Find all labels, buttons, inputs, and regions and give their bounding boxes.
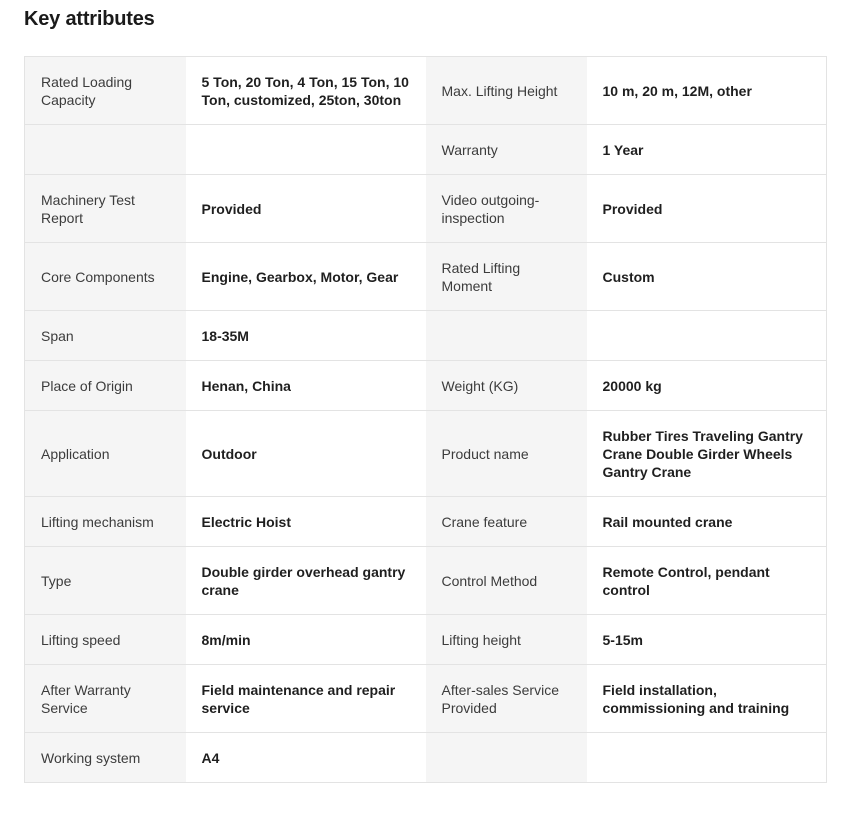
- attribute-value: Electric Hoist: [186, 497, 426, 547]
- attribute-label: [426, 733, 587, 783]
- attribute-value: A4: [186, 733, 426, 783]
- attribute-value: 10 m, 20 m, 12M, other: [587, 57, 827, 125]
- attribute-row: [25, 497, 827, 547]
- attribute-label: Rated Lifting Moment: [426, 243, 587, 311]
- attribute-value: Remote Control, pendant control: [587, 547, 827, 615]
- attribute-row: [25, 411, 827, 497]
- attribute-label: Span: [25, 311, 186, 361]
- attribute-value: Rail mounted crane: [587, 497, 827, 547]
- attribute-value: [186, 125, 426, 175]
- attribute-label: Max. Lifting Height: [426, 57, 587, 125]
- attribute-label: Weight (KG): [426, 361, 587, 411]
- attribute-row: [25, 615, 827, 665]
- attribute-value: Provided: [186, 175, 426, 243]
- attribute-label: Core Components: [25, 243, 186, 311]
- section-title: Key attributes: [24, 8, 155, 30]
- attribute-label: Type: [25, 547, 186, 615]
- attribute-row: [25, 311, 827, 361]
- attribute-label: Product name: [426, 411, 587, 497]
- attribute-label: Rated Loading Capacity: [25, 57, 186, 125]
- attribute-value: Field maintenance and repair service: [186, 665, 426, 733]
- attribute-value: Rubber Tires Traveling Gantry Crane Double Girder Wheels Gantry Crane: [587, 411, 827, 497]
- attribute-row: [25, 733, 827, 783]
- attribute-label: Control Method: [426, 547, 587, 615]
- attribute-label: Application: [25, 411, 186, 497]
- attribute-value: Engine, Gearbox, Motor, Gear: [186, 243, 426, 311]
- attribute-value: 5 Ton, 20 Ton, 4 Ton, 15 Ton, 10 Ton, customized, 25ton, 30ton: [186, 57, 426, 125]
- attribute-row: [25, 175, 827, 243]
- key-attributes-table: [24, 56, 827, 783]
- attribute-value: Outdoor: [186, 411, 426, 497]
- attribute-row: [25, 665, 827, 733]
- attribute-label: Lifting mechanism: [25, 497, 186, 547]
- attribute-value: 5-15m: [587, 615, 827, 665]
- attribute-label: [25, 125, 186, 175]
- attribute-label: Working system: [25, 733, 186, 783]
- attribute-label: Video outgoing-inspection: [426, 175, 587, 243]
- attribute-value: Double girder overhead gantry crane: [186, 547, 426, 615]
- attribute-row: [25, 361, 827, 411]
- attribute-value: 8m/min: [186, 615, 426, 665]
- attribute-label: Lifting height: [426, 615, 587, 665]
- attribute-label: Place of Origin: [25, 361, 186, 411]
- attribute-row: [25, 125, 827, 175]
- attribute-label: After Warranty Service: [25, 665, 186, 733]
- attribute-value: Provided: [587, 175, 827, 243]
- attribute-row: [25, 243, 827, 311]
- attribute-label: After-sales Service Provided: [426, 665, 587, 733]
- attribute-value: Custom: [587, 243, 827, 311]
- attribute-value: [587, 733, 827, 783]
- attribute-value: 20000 kg: [587, 361, 827, 411]
- attribute-value: 1 Year: [587, 125, 827, 175]
- attribute-row: [25, 57, 827, 125]
- attribute-label: Machinery Test Report: [25, 175, 186, 243]
- attribute-value: Field installation, commissioning and training: [587, 665, 827, 733]
- attribute-value: 18-35M: [186, 311, 426, 361]
- attribute-label: Lifting speed: [25, 615, 186, 665]
- attribute-row: [25, 547, 827, 615]
- attribute-value: Henan, China: [186, 361, 426, 411]
- attribute-label: [426, 311, 587, 361]
- attribute-label: Crane feature: [426, 497, 587, 547]
- attribute-label: Warranty: [426, 125, 587, 175]
- attribute-value: [587, 311, 827, 361]
